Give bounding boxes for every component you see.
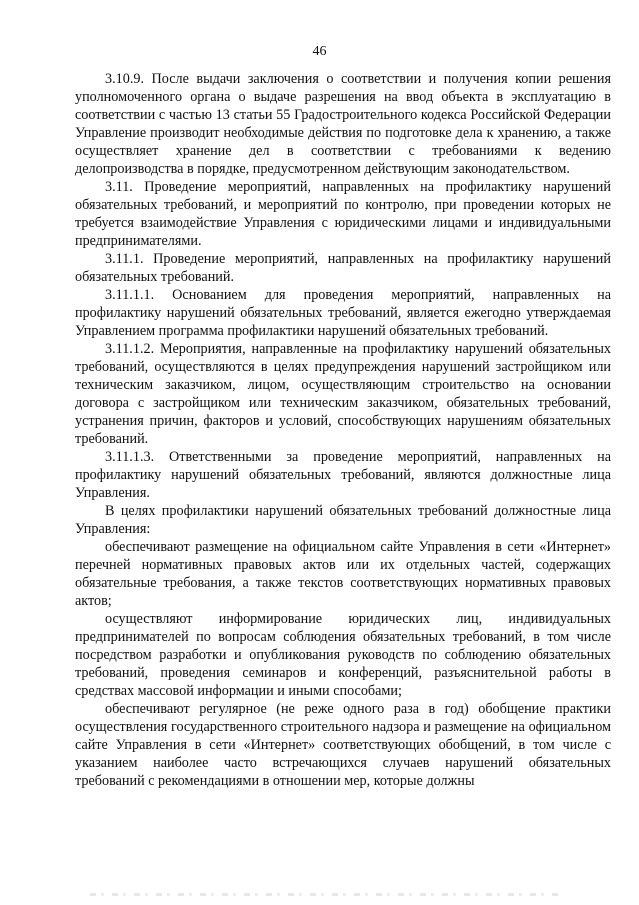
document-body xyxy=(75,70,611,790)
paragraph-3-11-1: 3.11.1. Проведение мероприятий, направленных на профилактику нарушений обязательных требований. xyxy=(75,251,611,285)
paragraph-3-10-9: 3.10.9. После выдачи заключения о соответствии и получения копии решения уполномоченного органа о выдаче разрешения на ввод объекта в эксплуатацию в соответствии с частью 13 статьи 55 Градостроительного кодекса Российской Федерации Управление производит необходимые действия по подготовке дела к хранению, а также осуществляет хранение дел в соответствии с требованиями к ведению делопроизводства в порядке, предусмотренном действующим законодательством. xyxy=(75,71,611,177)
paragraph-practice-summary-duty: обеспечивают регулярное (не реже одного раза в год) обобщение практики осуществления государственного строительного надзора и размещение на официальном сайте Управления в сети «Интернет» соответствующих обобщений, в том числе с указанием наиболее часто встречающихся случаев нарушений обязательных требований с рекомендациями в отношении мер, которые должны xyxy=(75,701,611,789)
paragraph-informing-duty: осуществляют информирование юридических лиц, индивидуальных предпринимателей по вопросам соблюдения обязательных требований, в том числе посредством разработки и опубликования руководств по соблюдению обязательных требований, проведения семинаров и конференций, разъяснительной работы в средствах массовой информации и иными способами; xyxy=(75,611,611,699)
paragraph-prevention-intro: В целях профилактики нарушений обязательных требований должностные лица Управления: xyxy=(75,503,611,537)
paragraph-publication-duty: обеспечивают размещение на официальном сайте Управления в сети «Интернет» перечней нормативных правовых актов или их отдельных частей, содержащих обязательные требования, а также текстов соответствующих нормативных правовых актов; xyxy=(75,539,611,609)
paragraph-3-11-1-3: 3.11.1.3. Ответственными за проведение мероприятий, направленных на профилактику нарушений обязательных требований, являются должностные лица Управления. xyxy=(75,449,611,501)
page-number: 46 xyxy=(312,44,327,59)
paragraph-3-11-1-1: 3.11.1.1. Основанием для проведения мероприятий, направленных на профилактику нарушений обязательных требований, является ежегодно утверждаемая Управлением программа профилактики нарушений обязательных требований. xyxy=(75,287,611,339)
paragraph-3-11-1-2: 3.11.1.2. Мероприятия, направленные на профилактику нарушений обязательных требований, осуществляются в целях предупреждения нарушений застройщиком или техническим заказчиком, лицом, осуществляющим строительство на основании договора с застройщиком или техническим заказчиком, обязательных требований, устранения причин, факторов и условий, способствующих нарушениям обязательных требований. xyxy=(75,341,611,447)
paragraph-3-11: 3.11. Проведение мероприятий, направленных на профилактику нарушений обязательных требований, и мероприятий по контролю, при проведении которых не требуется взаимодействие Управления с юридическими лицами и индивидуальными предпринимателями. xyxy=(75,179,611,249)
scan-edge-artifact xyxy=(90,893,560,896)
